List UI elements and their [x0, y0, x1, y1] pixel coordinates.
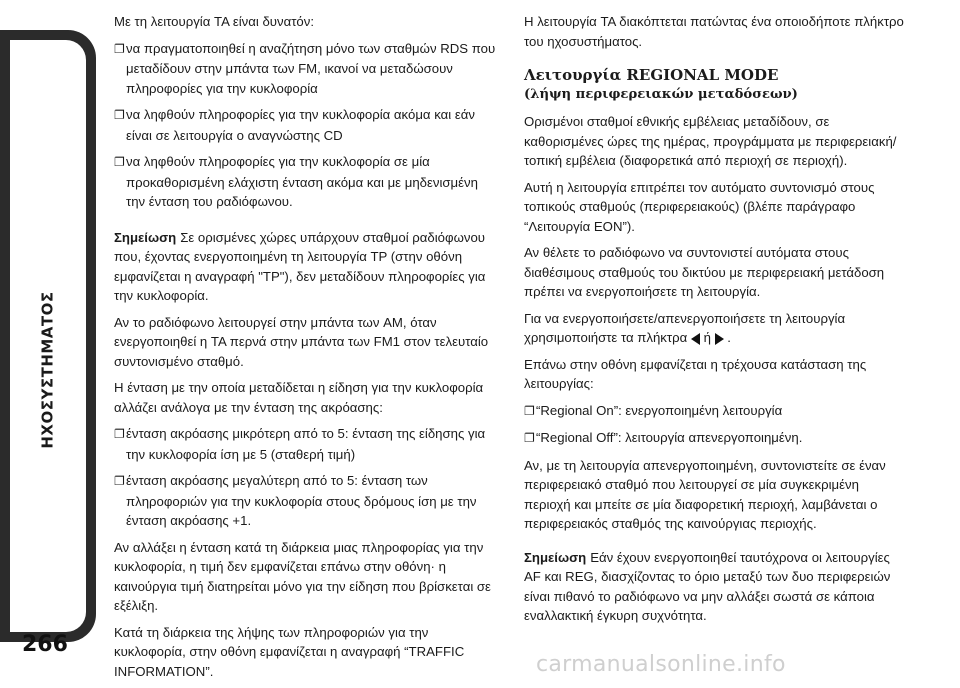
chapter-label	[28, 180, 68, 560]
note-paragraph	[524, 548, 904, 626]
bullet-text: να ληφθούν πληροφορίες για την κυκλοφορία ακόμα και εάν είναι σε λειτουργία ο αναγνώστης CD	[126, 107, 475, 143]
checkbox-bullet-icon: ❐	[524, 403, 535, 418]
paragraph: Αν, με τη λειτουργία απενεργοποιημένη, συντονιστείτε σε έναν περιφερειακό σταθμό που λειτουργεί σε μία συγκεκριμένη περιοχή και μπείτε σε μία διαφορετική περιοχή, λαμβάνεται ο περιφερειακός σταθμός της καινούργιας περιοχής.	[524, 457, 886, 531]
checkbox-bullet-icon: ❐	[114, 427, 125, 441]
paragraph: Κατά τη διάρκεια της λήψης των πληροφοριών για την κυκλοφορία, στην οθόνη εμφανίζεται η αναγραφή “TRAFFIC INFORMATION”.	[114, 624, 465, 679]
bullet-item	[114, 152, 498, 212]
bullet-item	[114, 424, 498, 464]
paragraph: Η λειτουργία TA διακόπτεται πατώντας ένα οποιοδήποτε πλήκτρο του ηχοσυστήματος.	[524, 14, 904, 49]
section-heading: Λειτουργία REGIONAL MODE	[524, 66, 779, 84]
right-column	[524, 12, 904, 633]
checkbox-bullet-icon: ❐	[114, 474, 125, 488]
section-subheading: (λήψη περιφερειακών μεταδόσεων)	[524, 87, 798, 102]
paragraph	[524, 309, 904, 348]
watermark: carmanualsonline.info	[536, 652, 786, 677]
bullet-text: να πραγματοποιηθεί η αναζήτηση μόνο των σταθμών RDS που μεταδίδουν στην μπάντα των FM, ικανοί να μεταδώσουν πληροφορίες για την κυκλοφορία	[126, 40, 496, 96]
bullet-text: ένταση ακρόασης μεγαλύτερη από το 5: ένταση των πληροφοριών για την κυκλοφορία στους δρόμους ίση με την ένταση ακρόασης +1.	[126, 473, 477, 528]
checkbox-bullet-icon: ❐	[114, 108, 125, 122]
checkbox-bullet-icon: ❐	[114, 41, 125, 56]
paragraph-end: .	[727, 330, 731, 345]
chapter-label-text: ΗΧΟΣΥΣΤΗΜΑΤΟΣ	[39, 291, 57, 449]
paragraph: Επάνω στην οθόνη εμφανίζεται η τρέχουσα κατάσταση της λειτουργίας:	[524, 356, 867, 391]
chapter-tab	[0, 30, 96, 642]
paragraph: Με τη λειτουργία TA είναι δυνατόν:	[114, 14, 315, 29]
bullet-item	[114, 105, 498, 145]
bullet-item	[524, 401, 904, 422]
note-text: Σε ορισμένες χώρες υπάρχουν σταθμοί ραδιόφωνου που, έχοντας ενεργοποιημένη τη λειτουργία TP (στην οθόνη εμφανίζεται η αναγραφή "TP"), δεν μεταδίδουν πληροφορίες για την κυκλοφορία.	[114, 229, 486, 303]
bullet-text: “Regional On”: ενεργοποιημένη λειτουργία	[536, 402, 783, 418]
page-number: 266	[22, 632, 68, 657]
bullet-item	[114, 471, 498, 531]
bullet-text: ένταση ακρόασης μικρότερη από το 5: ένταση της είδησης για την κυκλοφορία ίση με 5 (σταθερή τιμή)	[126, 426, 486, 462]
arrow-left-icon	[691, 333, 700, 345]
bullet-item	[524, 428, 904, 449]
note-label: Σημείωση	[524, 549, 587, 565]
note-paragraph	[114, 228, 498, 306]
bullet-item	[114, 39, 498, 99]
paragraph: Η ένταση με την οποία μεταδίδεται η είδηση για την κυκλοφορία αλλάζει ανάλογα με την ένταση της ακρόασης:	[114, 380, 484, 415]
paragraph: Αυτή η λειτουργία επιτρέπει τον αυτόματο συντονισμό στους τοπικούς σταθμούς (περιφερειακούς) (βλέπε παράγραφο “Λειτουργία EON”).	[524, 179, 875, 234]
bullet-text: να ληφθούν πληροφορίες για την κυκλοφορία σε μία προκαθορισμένη ελάχιστη ένταση ακόμα και με μηδενισμένη την ένταση του ραδιόφωνου.	[126, 154, 478, 209]
bullet-text: “Regional Off”: λειτουργία απενεργοποιημένη.	[536, 430, 803, 445]
paragraph-text: Για να ενεργοποιήσετε/απενεργοποιήσετε τη λειτουργία χρησιμοποιήστε τα πλήκτρα	[524, 310, 846, 345]
or-text: ή	[703, 330, 711, 345]
paragraph: Αν το ραδιόφωνο λειτουργεί στην μπάντα των AM, όταν ενεργοποιηθεί η TA περνά στην μπάντα των FM1 στον τελευταίο συντονισμένο σταθμό.	[114, 314, 489, 369]
note-label: Σημείωση	[114, 229, 177, 245]
checkbox-bullet-icon: ❐	[524, 431, 535, 445]
paragraph: Ορισμένοι σταθμοί εθνικής εμβέλειας μεταδίδουν, σε καθορισμένες ώρες της ημέρας, προγράμματα με περιφερειακή/τοπική εμβέλεια (διαφορετικά από περιοχή σε περιοχή).	[524, 114, 897, 168]
left-column	[114, 12, 498, 688]
paragraph: Αν αλλάξει η ένταση κατά τη διάρκεια μιας πληροφορίας για την κυκλοφορία, η τιμή δεν εμφανίζεται επάνω στην οθόνη· η καινούργια τιμή διατηρείται μόνο για την είδηση που βρίσκεται σε εξέλιξη.	[114, 539, 491, 613]
checkbox-bullet-icon: ❐	[114, 155, 125, 169]
note-text: Εάν έχουν ενεργοποιηθεί ταυτόχρονα οι λειτουργίες AF και REG, διασχίζοντας το όριο μεταξύ των δυο περιφερειών είναι πιθανό το ραδιόφωνο να μην αλλάξει σωστά σε κάποια εναλλακτική έγκυρη συχνότητα.	[524, 549, 891, 623]
paragraph: Αν θέλετε το ραδιόφωνο να συντονιστεί αυτόματα στους διαθέσιμους σταθμούς του δικτύου με περιφερειακή μετάδοση πρέπει να ενεργοποιήσετε τη λειτουργία.	[524, 245, 885, 299]
arrow-right-icon	[715, 333, 724, 345]
